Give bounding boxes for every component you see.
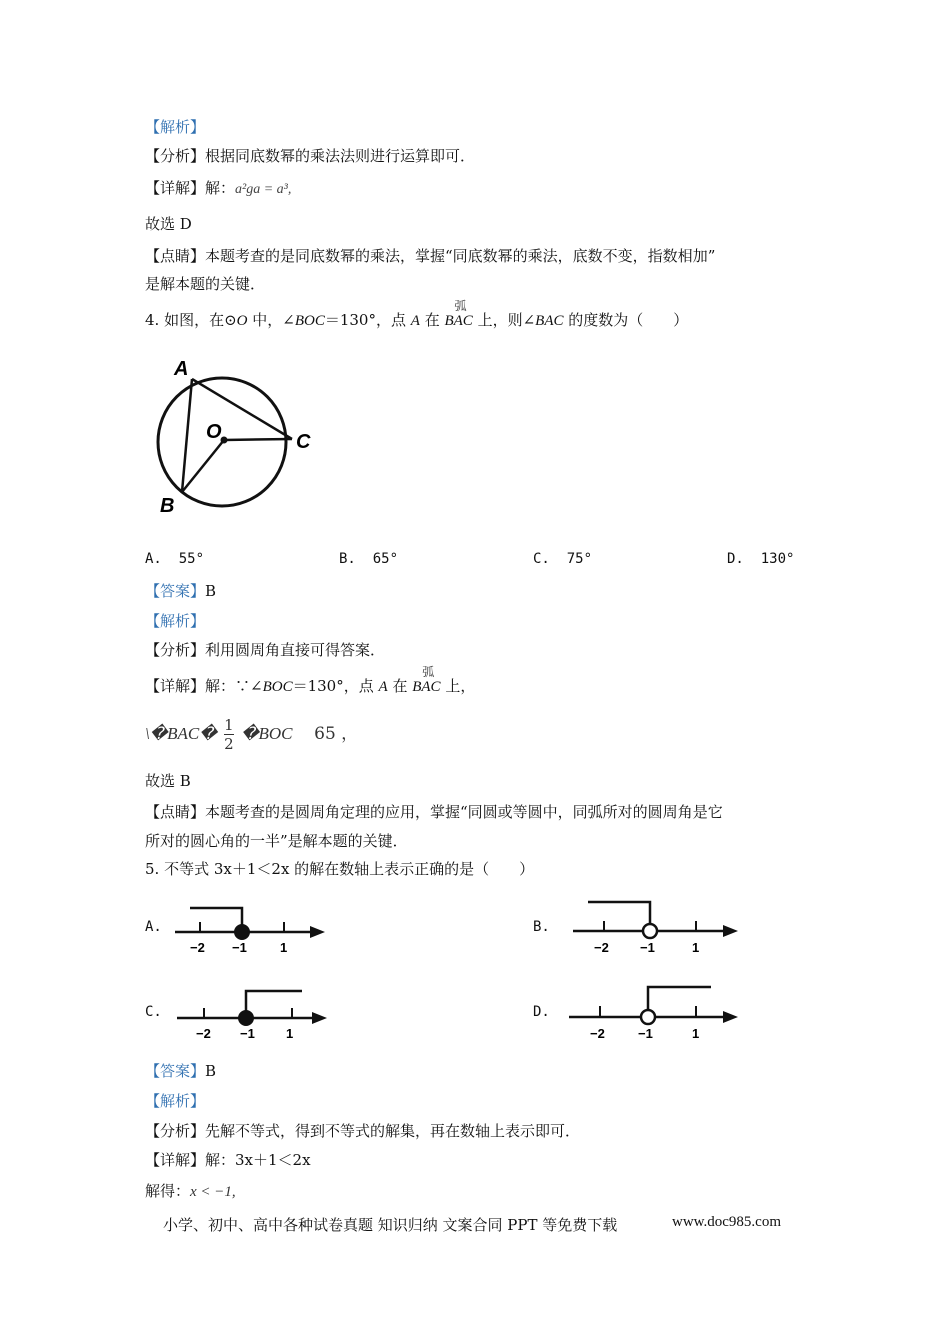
q4-jiexi-tag: 【解析】 (145, 612, 206, 630)
svg-text:−1: −1 (232, 940, 247, 955)
svg-text:1: 1 (692, 1026, 700, 1041)
q5-stem: 5. 不等式 3x＋1＜2x 的解在数轴上表示正确的是（ ） (145, 860, 535, 878)
q3-guxuan: 故选 D (145, 215, 192, 233)
chord-ab (182, 379, 192, 492)
q5-jiexi-tag: 【解析】 (145, 1092, 206, 1110)
q4-option-c[interactable]: C. 75° (533, 551, 593, 567)
label-b: B (160, 495, 175, 517)
q5-fenxi: 【分析】先解不等式，得到不等式的解集，再在数轴上表示即可． (145, 1122, 581, 1140)
radius-oc (224, 439, 292, 440)
q4-dianjing-2: 所对的圆心角的一半”是解本题的关键． (145, 832, 408, 850)
q5-option-a-label[interactable]: A. (145, 919, 162, 935)
q5-xiangjie: 【详解】解：3x＋1＜2x (145, 1151, 311, 1169)
q3-formula: a²ga = a³, (235, 182, 292, 197)
q3-dianjing-2: 是解本题的关键． (145, 275, 266, 293)
q5-numberline-b[interactable] (570, 897, 745, 959)
q3-xiangjie: 【详解】解：a²ga = a³, (145, 179, 292, 197)
q4-daan: 【答案】B (145, 582, 217, 600)
svg-text:−1: −1 (640, 940, 655, 955)
svg-text:−2: −2 (590, 1026, 605, 1041)
q4-circle-figure (150, 352, 330, 522)
q4-arc-mark: 弧 (454, 299, 467, 313)
svg-text:−2: −2 (594, 940, 609, 955)
svg-text:−2: −2 (190, 940, 205, 955)
svg-text:1: 1 (286, 1026, 294, 1041)
q5-option-c-label[interactable]: C. (145, 1004, 162, 1020)
q5-jiede: 解得：x < −1, (145, 1182, 236, 1200)
svg-text:−1: −1 (240, 1026, 255, 1041)
q5-numberline-c[interactable] (174, 984, 334, 1044)
svg-text:1: 1 (280, 940, 288, 955)
q5-option-b-label[interactable]: B. (533, 919, 550, 935)
q4-formula: \�BAC� $\frac{1}{2}$ �BOC 65 ， (145, 716, 359, 753)
svg-text:−2: −2 (196, 1026, 211, 1041)
q3-jiexi-tag: 【解析】 (145, 118, 206, 136)
q4-option-a[interactable]: A. 55° (145, 551, 205, 567)
svg-text:−1: −1 (638, 1026, 653, 1041)
q5-option-d-label[interactable]: D. (533, 1004, 550, 1020)
svg-text:1: 1 (692, 940, 700, 955)
q4-xiangjie-arc-mark: 弧 (422, 665, 435, 679)
q5-numberline-d[interactable] (566, 982, 744, 1044)
q5-daan: 【答案】B (145, 1062, 217, 1080)
q3-fenxi: 【分析】根据同底数幂的乘法法则进行运算即可． (145, 147, 476, 165)
label-c: C (296, 431, 311, 453)
q3-dianjing-1: 【点睛】本题考查的是同底数幂的乘法，掌握“同底数幂的乘法，底数不变，指数相加” (145, 247, 716, 265)
footer-text: 小学、初中、高中各种试卷真题 知识归纳 文案合同 PPT 等免费下载 (163, 1216, 618, 1234)
q4-dianjing-1: 【点睛】本题考查的是圆周角定理的应用，掌握“同圆或等圆中，同弧所对的圆周角是它 (145, 803, 723, 821)
fraction-half: $\frac{1}{2}$ (224, 716, 234, 753)
label-o: O (206, 421, 222, 443)
q4-fenxi: 【分析】利用圆周角直接可得答案． (145, 641, 386, 659)
footer-url[interactable]: www.doc985.com (672, 1214, 782, 1230)
q4-xiangjie: 【详解】解：∵∠BOC＝130°，点 A 在 弧 BAC 上， (145, 676, 475, 697)
q4-guxuan: 故选 B (145, 772, 191, 790)
q4-stem: 4. 如图，在⊙O 中，∠BOC＝130°，点 A 在 弧 BAC 上，则∠BAC 的度数为（ ） (145, 310, 688, 331)
label-a: A (174, 358, 189, 380)
radius-ob (182, 440, 224, 492)
q4-option-b[interactable]: B. 65° (339, 551, 399, 567)
q4-option-d[interactable]: D. 130° (727, 551, 795, 567)
q5-numberline-a[interactable] (170, 900, 330, 960)
